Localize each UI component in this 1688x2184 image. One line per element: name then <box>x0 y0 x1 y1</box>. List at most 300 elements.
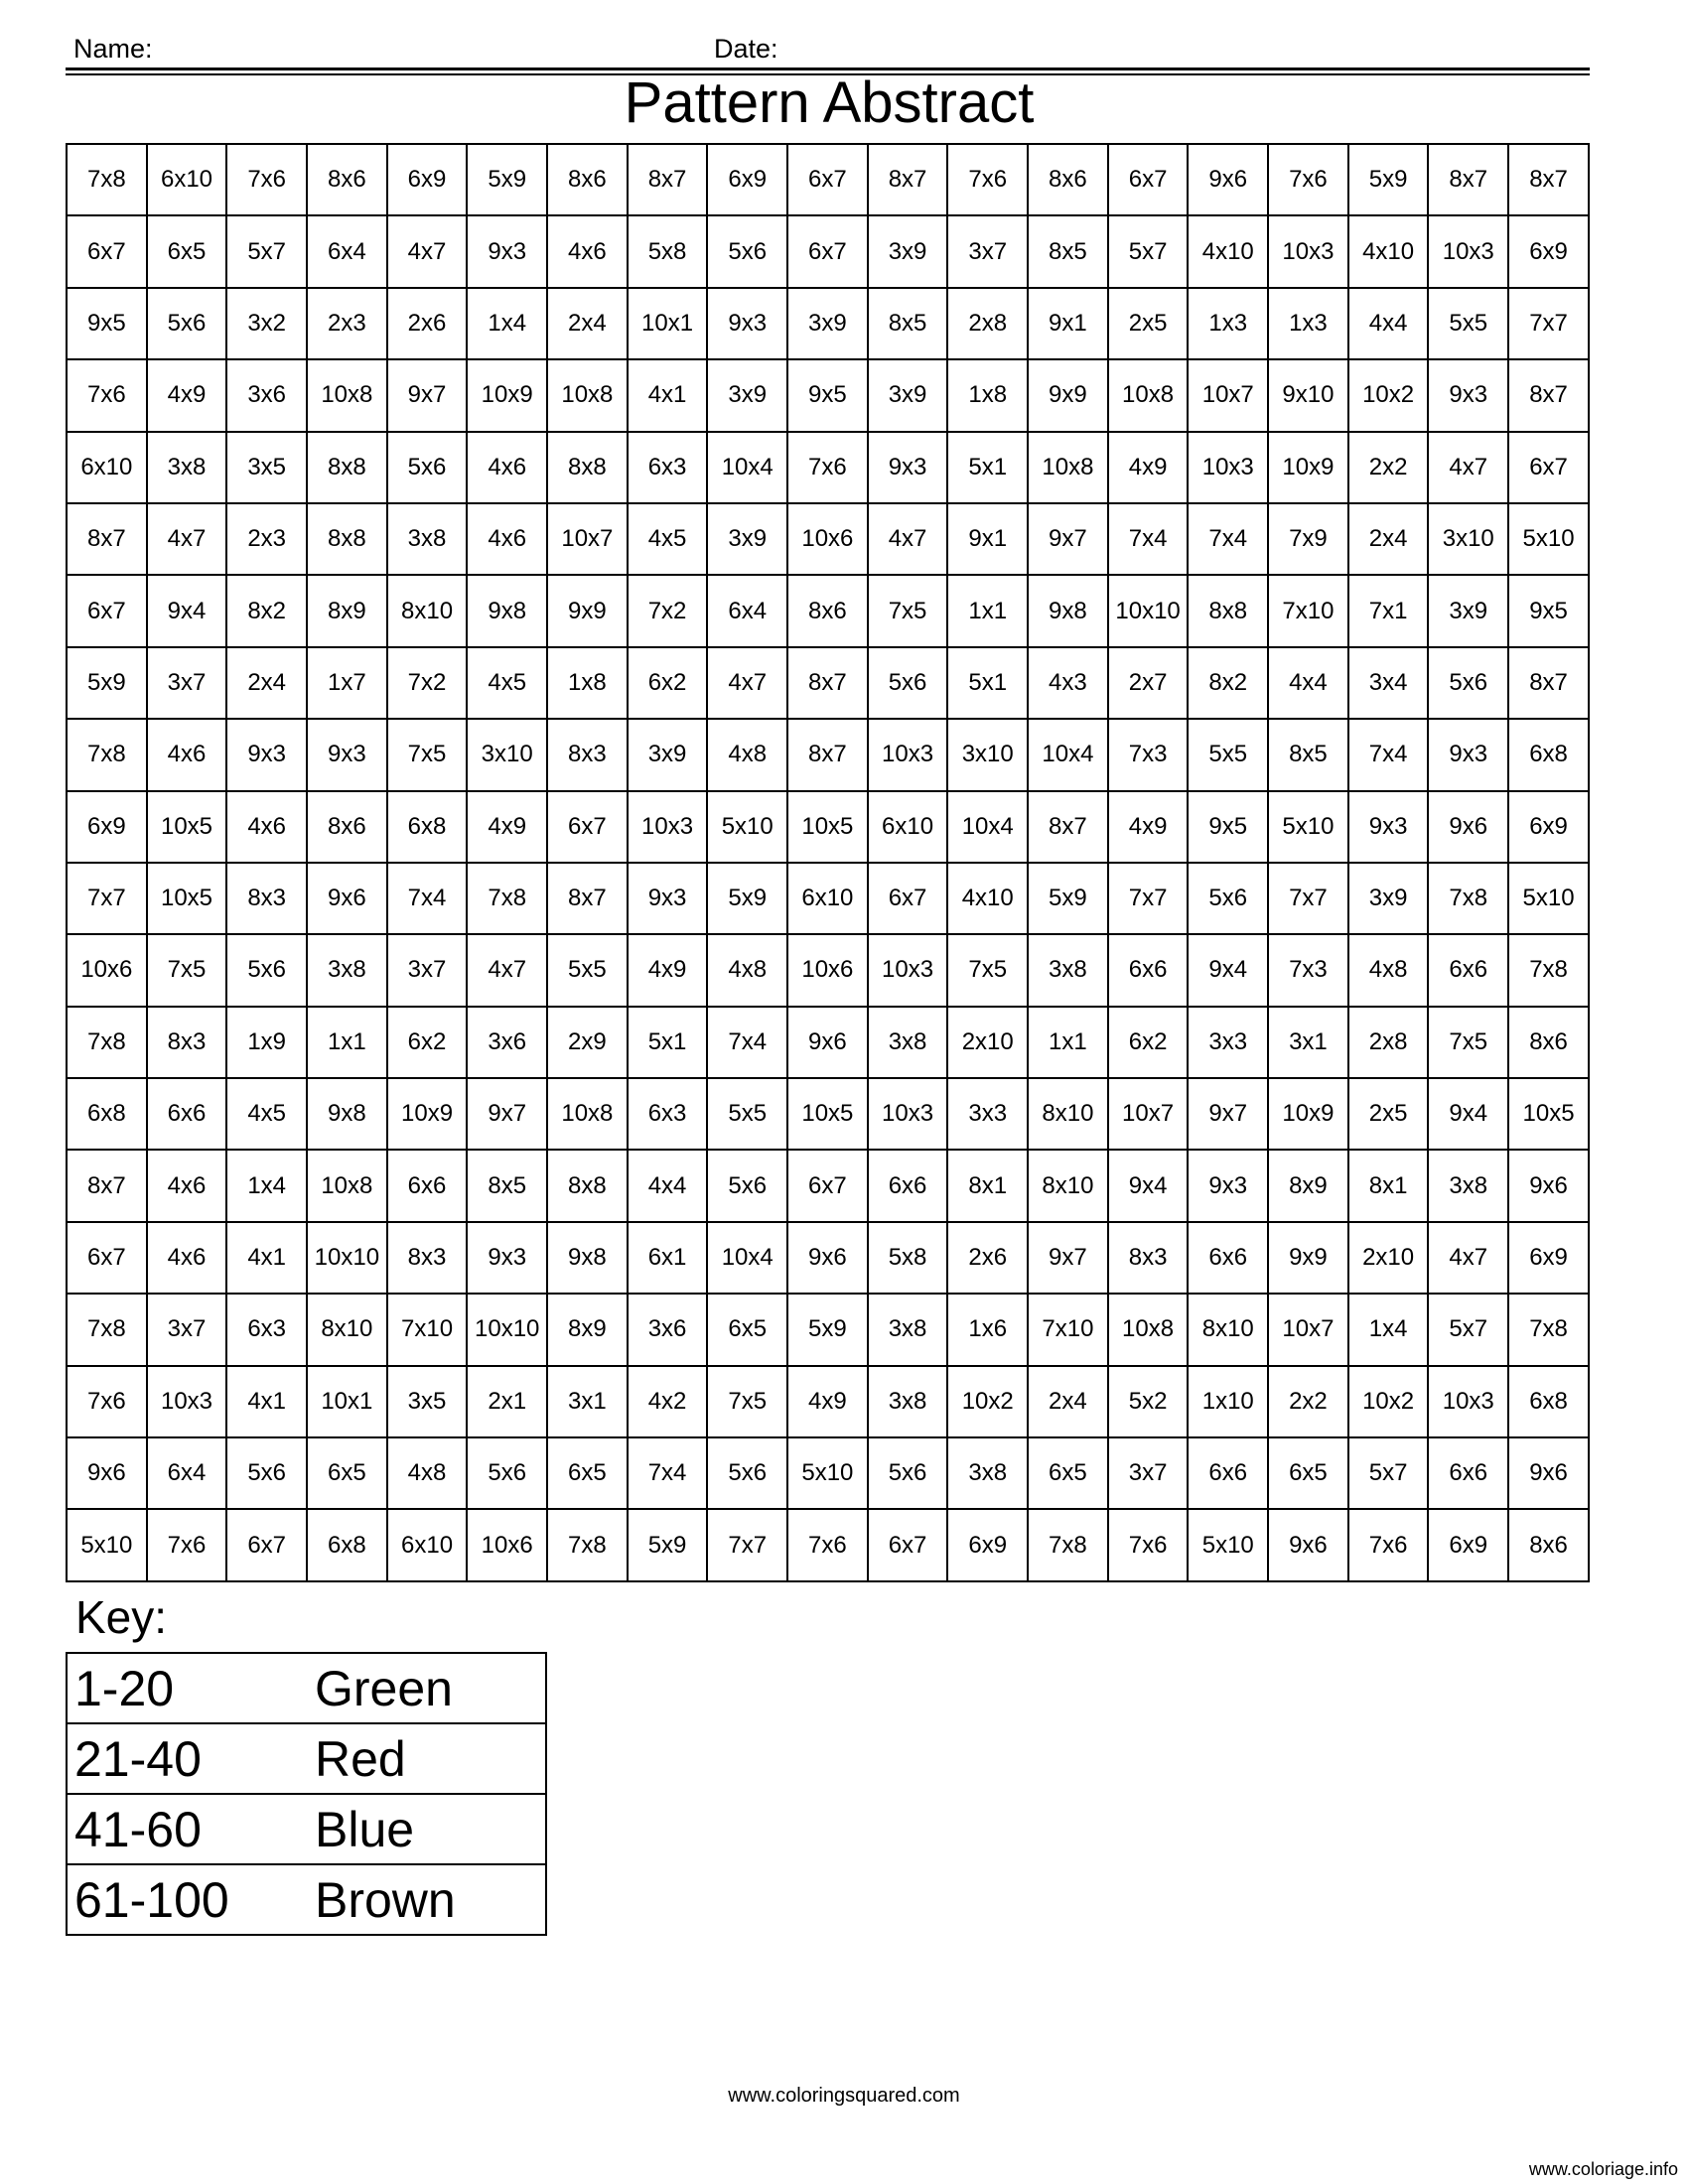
grid-cell[interactable]: 4x8 <box>707 934 787 1006</box>
grid-cell[interactable]: 6x10 <box>868 791 948 863</box>
grid-cell[interactable]: 9x8 <box>547 1222 628 1294</box>
grid-cell[interactable]: 7x4 <box>387 863 468 934</box>
grid-cell[interactable]: 8x7 <box>1428 144 1508 215</box>
grid-cell[interactable]: 8x5 <box>467 1150 547 1221</box>
grid-cell[interactable]: 5x10 <box>1188 1509 1268 1581</box>
grid-cell[interactable]: 7x6 <box>947 144 1028 215</box>
grid-cell[interactable]: 3x3 <box>1188 1007 1268 1078</box>
grid-cell[interactable]: 5x6 <box>707 1437 787 1509</box>
grid-cell[interactable]: 9x3 <box>628 863 708 934</box>
grid-cell[interactable]: 3x8 <box>868 1366 948 1437</box>
grid-cell[interactable]: 1x4 <box>467 288 547 359</box>
grid-cell[interactable]: 9x6 <box>1188 144 1268 215</box>
grid-cell[interactable]: 5x6 <box>226 1437 307 1509</box>
grid-cell[interactable]: 6x7 <box>67 575 147 646</box>
grid-cell[interactable]: 10x7 <box>1188 359 1268 431</box>
grid-cell[interactable]: 9x3 <box>307 719 387 790</box>
grid-cell[interactable]: 5x9 <box>67 647 147 719</box>
grid-cell[interactable]: 9x3 <box>467 215 547 287</box>
grid-cell[interactable]: 6x2 <box>628 647 708 719</box>
grid-cell[interactable]: 6x7 <box>1108 144 1189 215</box>
grid-cell[interactable]: 5x6 <box>226 934 307 1006</box>
grid-cell[interactable]: 6x1 <box>628 1222 708 1294</box>
grid-cell[interactable]: 5x9 <box>1028 863 1108 934</box>
grid-cell[interactable]: 7x8 <box>1028 1509 1108 1581</box>
grid-cell[interactable]: 10x9 <box>467 359 547 431</box>
grid-cell[interactable]: 10x2 <box>947 1366 1028 1437</box>
grid-cell[interactable]: 5x6 <box>868 647 948 719</box>
grid-cell[interactable]: 9x3 <box>226 719 307 790</box>
grid-cell[interactable]: 4x1 <box>628 359 708 431</box>
grid-cell[interactable]: 10x8 <box>307 359 387 431</box>
grid-cell[interactable]: 4x6 <box>147 1150 227 1221</box>
grid-cell[interactable]: 6x6 <box>1428 934 1508 1006</box>
grid-cell[interactable]: 10x1 <box>307 1366 387 1437</box>
grid-cell[interactable]: 4x9 <box>1108 791 1189 863</box>
grid-cell[interactable]: 7x8 <box>1508 934 1589 1006</box>
grid-cell[interactable]: 10x1 <box>628 288 708 359</box>
grid-cell[interactable]: 7x4 <box>1188 503 1268 575</box>
grid-cell[interactable]: 4x9 <box>787 1366 868 1437</box>
grid-cell[interactable]: 6x4 <box>307 215 387 287</box>
grid-cell[interactable]: 10x4 <box>947 791 1028 863</box>
grid-cell[interactable]: 3x5 <box>226 432 307 503</box>
grid-cell[interactable]: 8x6 <box>787 575 868 646</box>
grid-cell[interactable]: 6x8 <box>1508 719 1589 790</box>
grid-cell[interactable]: 8x1 <box>1348 1150 1429 1221</box>
grid-cell[interactable]: 6x3 <box>628 1078 708 1150</box>
grid-cell[interactable]: 2x4 <box>1348 503 1429 575</box>
grid-cell[interactable]: 8x5 <box>868 288 948 359</box>
grid-cell[interactable]: 9x5 <box>787 359 868 431</box>
grid-cell[interactable]: 6x6 <box>868 1150 948 1221</box>
grid-cell[interactable]: 8x9 <box>547 1294 628 1365</box>
grid-cell[interactable]: 8x6 <box>1508 1007 1589 1078</box>
grid-cell[interactable]: 10x3 <box>628 791 708 863</box>
grid-cell[interactable]: 6x7 <box>67 1222 147 1294</box>
grid-cell[interactable]: 4x4 <box>1348 288 1429 359</box>
grid-cell[interactable]: 10x10 <box>467 1294 547 1365</box>
grid-cell[interactable]: 4x1 <box>226 1222 307 1294</box>
grid-cell[interactable]: 6x2 <box>387 1007 468 1078</box>
grid-cell[interactable]: 8x9 <box>1268 1150 1348 1221</box>
grid-cell[interactable]: 10x4 <box>707 1222 787 1294</box>
grid-cell[interactable]: 6x8 <box>1508 1366 1589 1437</box>
grid-cell[interactable]: 9x7 <box>1028 1222 1108 1294</box>
grid-cell[interactable]: 9x9 <box>1268 1222 1348 1294</box>
grid-cell[interactable]: 5x5 <box>1428 288 1508 359</box>
grid-cell[interactable]: 4x5 <box>628 503 708 575</box>
grid-cell[interactable]: 8x7 <box>1508 144 1589 215</box>
grid-cell[interactable]: 3x8 <box>1428 1150 1508 1221</box>
grid-cell[interactable]: 4x9 <box>1108 432 1189 503</box>
grid-cell[interactable]: 6x9 <box>387 144 468 215</box>
grid-cell[interactable]: 4x2 <box>628 1366 708 1437</box>
grid-cell[interactable]: 3x8 <box>1028 934 1108 1006</box>
grid-cell[interactable]: 4x7 <box>868 503 948 575</box>
grid-cell[interactable]: 8x8 <box>307 432 387 503</box>
grid-cell[interactable]: 6x5 <box>1028 1437 1108 1509</box>
grid-cell[interactable]: 5x10 <box>1508 863 1589 934</box>
grid-cell[interactable]: 6x9 <box>1508 1222 1589 1294</box>
grid-cell[interactable]: 10x6 <box>467 1509 547 1581</box>
grid-cell[interactable]: 10x3 <box>1428 215 1508 287</box>
grid-cell[interactable]: 7x4 <box>707 1007 787 1078</box>
grid-cell[interactable]: 8x10 <box>1188 1294 1268 1365</box>
grid-cell[interactable]: 5x6 <box>707 215 787 287</box>
grid-cell[interactable]: 10x5 <box>1508 1078 1589 1150</box>
grid-cell[interactable]: 10x8 <box>307 1150 387 1221</box>
grid-cell[interactable]: 5x1 <box>628 1007 708 1078</box>
grid-cell[interactable]: 6x8 <box>67 1078 147 1150</box>
grid-cell[interactable]: 8x2 <box>226 575 307 646</box>
grid-cell[interactable]: 3x7 <box>1108 1437 1189 1509</box>
grid-cell[interactable]: 7x6 <box>1108 1509 1189 1581</box>
grid-cell[interactable]: 9x6 <box>1428 791 1508 863</box>
grid-cell[interactable]: 8x7 <box>547 863 628 934</box>
grid-cell[interactable]: 2x6 <box>387 288 468 359</box>
grid-cell[interactable]: 8x10 <box>387 575 468 646</box>
grid-cell[interactable]: 3x7 <box>147 647 227 719</box>
grid-cell[interactable]: 1x1 <box>1028 1007 1108 1078</box>
grid-cell[interactable]: 6x7 <box>1508 432 1589 503</box>
grid-cell[interactable]: 10x8 <box>1108 1294 1189 1365</box>
grid-cell[interactable]: 7x1 <box>1348 575 1429 646</box>
grid-cell[interactable]: 8x1 <box>947 1150 1028 1221</box>
grid-cell[interactable]: 7x6 <box>787 1509 868 1581</box>
grid-cell[interactable]: 9x4 <box>147 575 227 646</box>
grid-cell[interactable]: 4x10 <box>1188 215 1268 287</box>
grid-cell[interactable]: 4x5 <box>467 647 547 719</box>
grid-cell[interactable]: 9x8 <box>307 1078 387 1150</box>
grid-cell[interactable]: 6x10 <box>387 1509 468 1581</box>
grid-cell[interactable]: 9x3 <box>1428 719 1508 790</box>
grid-cell[interactable]: 10x2 <box>1348 359 1429 431</box>
grid-cell[interactable]: 3x6 <box>467 1007 547 1078</box>
grid-cell[interactable]: 4x9 <box>467 791 547 863</box>
grid-cell[interactable]: 4x7 <box>387 215 468 287</box>
grid-cell[interactable]: 10x3 <box>1428 1366 1508 1437</box>
grid-cell[interactable]: 6x7 <box>787 144 868 215</box>
grid-cell[interactable]: 7x7 <box>1108 863 1189 934</box>
grid-cell[interactable]: 4x5 <box>226 1078 307 1150</box>
grid-cell[interactable]: 5x5 <box>547 934 628 1006</box>
grid-cell[interactable]: 7x6 <box>147 1509 227 1581</box>
grid-cell[interactable]: 8x8 <box>307 503 387 575</box>
grid-cell[interactable]: 8x5 <box>1268 719 1348 790</box>
grid-cell[interactable]: 10x3 <box>1188 432 1268 503</box>
grid-cell[interactable]: 6x10 <box>787 863 868 934</box>
grid-cell[interactable]: 6x9 <box>1428 1509 1508 1581</box>
grid-cell[interactable]: 9x3 <box>707 288 787 359</box>
grid-cell[interactable]: 1x6 <box>947 1294 1028 1365</box>
grid-cell[interactable]: 2x6 <box>947 1222 1028 1294</box>
grid-cell[interactable]: 6x7 <box>226 1509 307 1581</box>
grid-cell[interactable]: 6x7 <box>787 1150 868 1221</box>
grid-cell[interactable]: 8x3 <box>547 719 628 790</box>
grid-cell[interactable]: 8x7 <box>1508 647 1589 719</box>
grid-cell[interactable]: 9x4 <box>1108 1150 1189 1221</box>
grid-cell[interactable]: 9x6 <box>67 1437 147 1509</box>
grid-cell[interactable]: 10x3 <box>868 934 948 1006</box>
grid-cell[interactable]: 6x6 <box>147 1078 227 1150</box>
grid-cell[interactable]: 1x8 <box>947 359 1028 431</box>
grid-cell[interactable]: 9x9 <box>547 575 628 646</box>
grid-cell[interactable]: 4x1 <box>226 1366 307 1437</box>
grid-cell[interactable]: 8x7 <box>787 647 868 719</box>
grid-cell[interactable]: 4x7 <box>707 647 787 719</box>
grid-cell[interactable]: 8x3 <box>387 1222 468 1294</box>
grid-cell[interactable]: 7x4 <box>628 1437 708 1509</box>
grid-cell[interactable]: 7x7 <box>1508 288 1589 359</box>
grid-cell[interactable]: 10x3 <box>868 1078 948 1150</box>
grid-cell[interactable]: 6x5 <box>707 1294 787 1365</box>
grid-cell[interactable]: 7x3 <box>1268 934 1348 1006</box>
grid-cell[interactable]: 3x5 <box>387 1366 468 1437</box>
grid-cell[interactable]: 8x6 <box>1508 1509 1589 1581</box>
grid-cell[interactable]: 8x10 <box>1028 1078 1108 1150</box>
grid-cell[interactable]: 10x5 <box>787 1078 868 1150</box>
grid-cell[interactable]: 10x8 <box>1028 432 1108 503</box>
grid-cell[interactable]: 7x5 <box>707 1366 787 1437</box>
grid-cell[interactable]: 9x3 <box>1428 359 1508 431</box>
grid-cell[interactable]: 4x6 <box>547 215 628 287</box>
grid-cell[interactable]: 4x7 <box>1428 432 1508 503</box>
grid-cell[interactable]: 3x8 <box>868 1007 948 1078</box>
grid-cell[interactable]: 1x3 <box>1188 288 1268 359</box>
grid-cell[interactable]: 8x6 <box>307 144 387 215</box>
grid-cell[interactable]: 9x9 <box>1028 359 1108 431</box>
grid-cell[interactable]: 10x10 <box>1108 575 1189 646</box>
grid-cell[interactable]: 7x8 <box>1508 1294 1589 1365</box>
grid-cell[interactable]: 1x1 <box>307 1007 387 1078</box>
grid-cell[interactable]: 5x10 <box>707 791 787 863</box>
grid-cell[interactable]: 2x1 <box>467 1366 547 1437</box>
grid-cell[interactable]: 6x3 <box>628 432 708 503</box>
grid-cell[interactable]: 7x10 <box>1268 575 1348 646</box>
grid-cell[interactable]: 10x9 <box>1268 432 1348 503</box>
grid-cell[interactable]: 10x6 <box>787 934 868 1006</box>
grid-cell[interactable]: 3x10 <box>1428 503 1508 575</box>
grid-cell[interactable]: 1x4 <box>226 1150 307 1221</box>
grid-cell[interactable]: 5x6 <box>467 1437 547 1509</box>
grid-cell[interactable]: 7x6 <box>67 359 147 431</box>
grid-cell[interactable]: 9x10 <box>1268 359 1348 431</box>
grid-cell[interactable]: 6x7 <box>868 1509 948 1581</box>
grid-cell[interactable]: 7x8 <box>1428 863 1508 934</box>
grid-cell[interactable]: 1x9 <box>226 1007 307 1078</box>
grid-cell[interactable]: 1x3 <box>1268 288 1348 359</box>
grid-cell[interactable]: 6x2 <box>1108 1007 1189 1078</box>
grid-cell[interactable]: 6x7 <box>868 863 948 934</box>
grid-cell[interactable]: 10x9 <box>1268 1078 1348 1150</box>
grid-cell[interactable]: 5x7 <box>1428 1294 1508 1365</box>
grid-cell[interactable]: 4x3 <box>1028 647 1108 719</box>
grid-cell[interactable]: 7x5 <box>147 934 227 1006</box>
grid-cell[interactable]: 2x3 <box>226 503 307 575</box>
grid-cell[interactable]: 7x2 <box>387 647 468 719</box>
grid-cell[interactable]: 7x10 <box>1028 1294 1108 1365</box>
grid-cell[interactable]: 6x5 <box>547 1437 628 1509</box>
grid-cell[interactable]: 6x7 <box>787 215 868 287</box>
grid-cell[interactable]: 5x6 <box>1188 863 1268 934</box>
grid-cell[interactable]: 8x7 <box>1508 359 1589 431</box>
grid-cell[interactable]: 10x7 <box>547 503 628 575</box>
grid-cell[interactable]: 3x9 <box>1428 575 1508 646</box>
grid-cell[interactable]: 4x10 <box>1348 215 1429 287</box>
grid-cell[interactable]: 2x5 <box>1108 288 1189 359</box>
grid-cell[interactable]: 2x8 <box>947 288 1028 359</box>
grid-cell[interactable]: 3x8 <box>868 1294 948 1365</box>
grid-cell[interactable]: 2x10 <box>1348 1222 1429 1294</box>
grid-cell[interactable]: 7x8 <box>467 863 547 934</box>
grid-cell[interactable]: 10x3 <box>147 1366 227 1437</box>
grid-cell[interactable]: 8x8 <box>1188 575 1268 646</box>
grid-cell[interactable]: 9x1 <box>947 503 1028 575</box>
grid-cell[interactable]: 6x9 <box>707 144 787 215</box>
grid-cell[interactable]: 9x7 <box>1188 1078 1268 1150</box>
grid-cell[interactable]: 3x10 <box>947 719 1028 790</box>
grid-cell[interactable]: 7x6 <box>787 432 868 503</box>
grid-cell[interactable]: 5x5 <box>707 1078 787 1150</box>
grid-cell[interactable]: 6x10 <box>67 432 147 503</box>
grid-cell[interactable]: 10x2 <box>1348 1366 1429 1437</box>
grid-cell[interactable]: 8x3 <box>1108 1222 1189 1294</box>
grid-cell[interactable]: 6x6 <box>1108 934 1189 1006</box>
grid-cell[interactable]: 10x5 <box>787 791 868 863</box>
grid-cell[interactable]: 4x7 <box>467 934 547 1006</box>
grid-cell[interactable]: 6x9 <box>1508 215 1589 287</box>
grid-cell[interactable]: 5x6 <box>147 288 227 359</box>
grid-cell[interactable]: 9x6 <box>787 1007 868 1078</box>
grid-cell[interactable]: 3x1 <box>1268 1007 1348 1078</box>
grid-cell[interactable]: 3x10 <box>467 719 547 790</box>
grid-cell[interactable]: 3x8 <box>147 432 227 503</box>
grid-cell[interactable]: 10x6 <box>787 503 868 575</box>
grid-cell[interactable]: 6x6 <box>387 1150 468 1221</box>
grid-cell[interactable]: 10x4 <box>1028 719 1108 790</box>
grid-cell[interactable]: 9x3 <box>1348 791 1429 863</box>
grid-cell[interactable]: 4x7 <box>147 503 227 575</box>
grid-cell[interactable]: 8x6 <box>1028 144 1108 215</box>
grid-cell[interactable]: 9x6 <box>787 1222 868 1294</box>
grid-cell[interactable]: 7x6 <box>67 1366 147 1437</box>
grid-cell[interactable]: 7x3 <box>1108 719 1189 790</box>
grid-cell[interactable]: 3x7 <box>947 215 1028 287</box>
grid-cell[interactable]: 3x1 <box>547 1366 628 1437</box>
grid-cell[interactable]: 3x9 <box>707 359 787 431</box>
grid-cell[interactable]: 3x9 <box>787 288 868 359</box>
grid-cell[interactable]: 4x6 <box>147 1222 227 1294</box>
grid-cell[interactable]: 3x9 <box>707 503 787 575</box>
grid-cell[interactable]: 6x5 <box>1268 1437 1348 1509</box>
grid-cell[interactable]: 4x8 <box>707 719 787 790</box>
grid-cell[interactable]: 9x4 <box>1428 1078 1508 1150</box>
grid-cell[interactable]: 6x6 <box>1428 1437 1508 1509</box>
grid-cell[interactable]: 9x6 <box>1508 1437 1589 1509</box>
grid-cell[interactable]: 7x5 <box>1428 1007 1508 1078</box>
grid-cell[interactable]: 5x10 <box>67 1509 147 1581</box>
grid-cell[interactable]: 3x6 <box>226 359 307 431</box>
grid-cell[interactable]: 7x7 <box>707 1509 787 1581</box>
grid-cell[interactable]: 8x7 <box>868 144 948 215</box>
grid-cell[interactable]: 7x7 <box>1268 863 1348 934</box>
grid-cell[interactable]: 10x3 <box>1268 215 1348 287</box>
grid-cell[interactable]: 6x9 <box>947 1509 1028 1581</box>
grid-cell[interactable]: 8x7 <box>1028 791 1108 863</box>
grid-cell[interactable]: 5x9 <box>467 144 547 215</box>
grid-cell[interactable]: 3x9 <box>868 215 948 287</box>
grid-cell[interactable]: 8x8 <box>547 432 628 503</box>
grid-cell[interactable]: 8x2 <box>1188 647 1268 719</box>
grid-cell[interactable]: 5x1 <box>947 432 1028 503</box>
grid-cell[interactable]: 4x6 <box>467 503 547 575</box>
grid-cell[interactable]: 1x7 <box>307 647 387 719</box>
grid-cell[interactable]: 9x6 <box>1268 1509 1348 1581</box>
grid-cell[interactable]: 2x3 <box>307 288 387 359</box>
grid-cell[interactable]: 5x1 <box>947 647 1028 719</box>
grid-cell[interactable]: 2x5 <box>1348 1078 1429 1150</box>
grid-cell[interactable]: 6x8 <box>387 791 468 863</box>
grid-cell[interactable]: 4x7 <box>1428 1222 1508 1294</box>
grid-cell[interactable]: 5x10 <box>1268 791 1348 863</box>
grid-cell[interactable]: 6x4 <box>147 1437 227 1509</box>
grid-cell[interactable]: 7x6 <box>226 144 307 215</box>
grid-cell[interactable]: 4x4 <box>628 1150 708 1221</box>
grid-cell[interactable]: 2x8 <box>1348 1007 1429 1078</box>
grid-cell[interactable]: 8x8 <box>547 1150 628 1221</box>
grid-cell[interactable]: 8x3 <box>147 1007 227 1078</box>
grid-cell[interactable]: 5x10 <box>1508 503 1589 575</box>
grid-cell[interactable]: 4x8 <box>387 1437 468 1509</box>
grid-cell[interactable]: 6x5 <box>147 215 227 287</box>
grid-cell[interactable]: 6x5 <box>307 1437 387 1509</box>
grid-cell[interactable]: 2x10 <box>947 1007 1028 1078</box>
grid-cell[interactable]: 10x10 <box>307 1222 387 1294</box>
grid-cell[interactable]: 4x6 <box>467 432 547 503</box>
grid-cell[interactable]: 7x8 <box>67 1294 147 1365</box>
grid-cell[interactable]: 1x8 <box>547 647 628 719</box>
grid-cell[interactable]: 2x2 <box>1268 1366 1348 1437</box>
grid-cell[interactable]: 5x7 <box>226 215 307 287</box>
grid-cell[interactable]: 2x7 <box>1108 647 1189 719</box>
grid-cell[interactable]: 7x8 <box>547 1509 628 1581</box>
grid-cell[interactable]: 8x7 <box>787 719 868 790</box>
grid-cell[interactable]: 5x2 <box>1108 1366 1189 1437</box>
grid-cell[interactable]: 9x3 <box>467 1222 547 1294</box>
grid-cell[interactable]: 2x4 <box>547 288 628 359</box>
grid-cell[interactable]: 10x8 <box>1108 359 1189 431</box>
grid-cell[interactable]: 10x7 <box>1108 1078 1189 1150</box>
grid-cell[interactable]: 7x7 <box>67 863 147 934</box>
grid-cell[interactable]: 5x7 <box>1348 1437 1429 1509</box>
grid-cell[interactable]: 8x5 <box>1028 215 1108 287</box>
grid-cell[interactable]: 7x5 <box>947 934 1028 1006</box>
grid-cell[interactable]: 7x5 <box>868 575 948 646</box>
grid-cell[interactable]: 8x6 <box>307 791 387 863</box>
grid-cell[interactable]: 5x6 <box>387 432 468 503</box>
grid-cell[interactable]: 2x2 <box>1348 432 1429 503</box>
grid-cell[interactable]: 10x5 <box>147 791 227 863</box>
grid-cell[interactable]: 5x10 <box>787 1437 868 1509</box>
grid-cell[interactable]: 4x9 <box>147 359 227 431</box>
grid-cell[interactable]: 10x5 <box>147 863 227 934</box>
grid-cell[interactable]: 6x9 <box>67 791 147 863</box>
grid-cell[interactable]: 2x4 <box>226 647 307 719</box>
grid-cell[interactable]: 9x6 <box>307 863 387 934</box>
grid-cell[interactable]: 6x7 <box>67 215 147 287</box>
grid-cell[interactable]: 1x4 <box>1348 1294 1429 1365</box>
